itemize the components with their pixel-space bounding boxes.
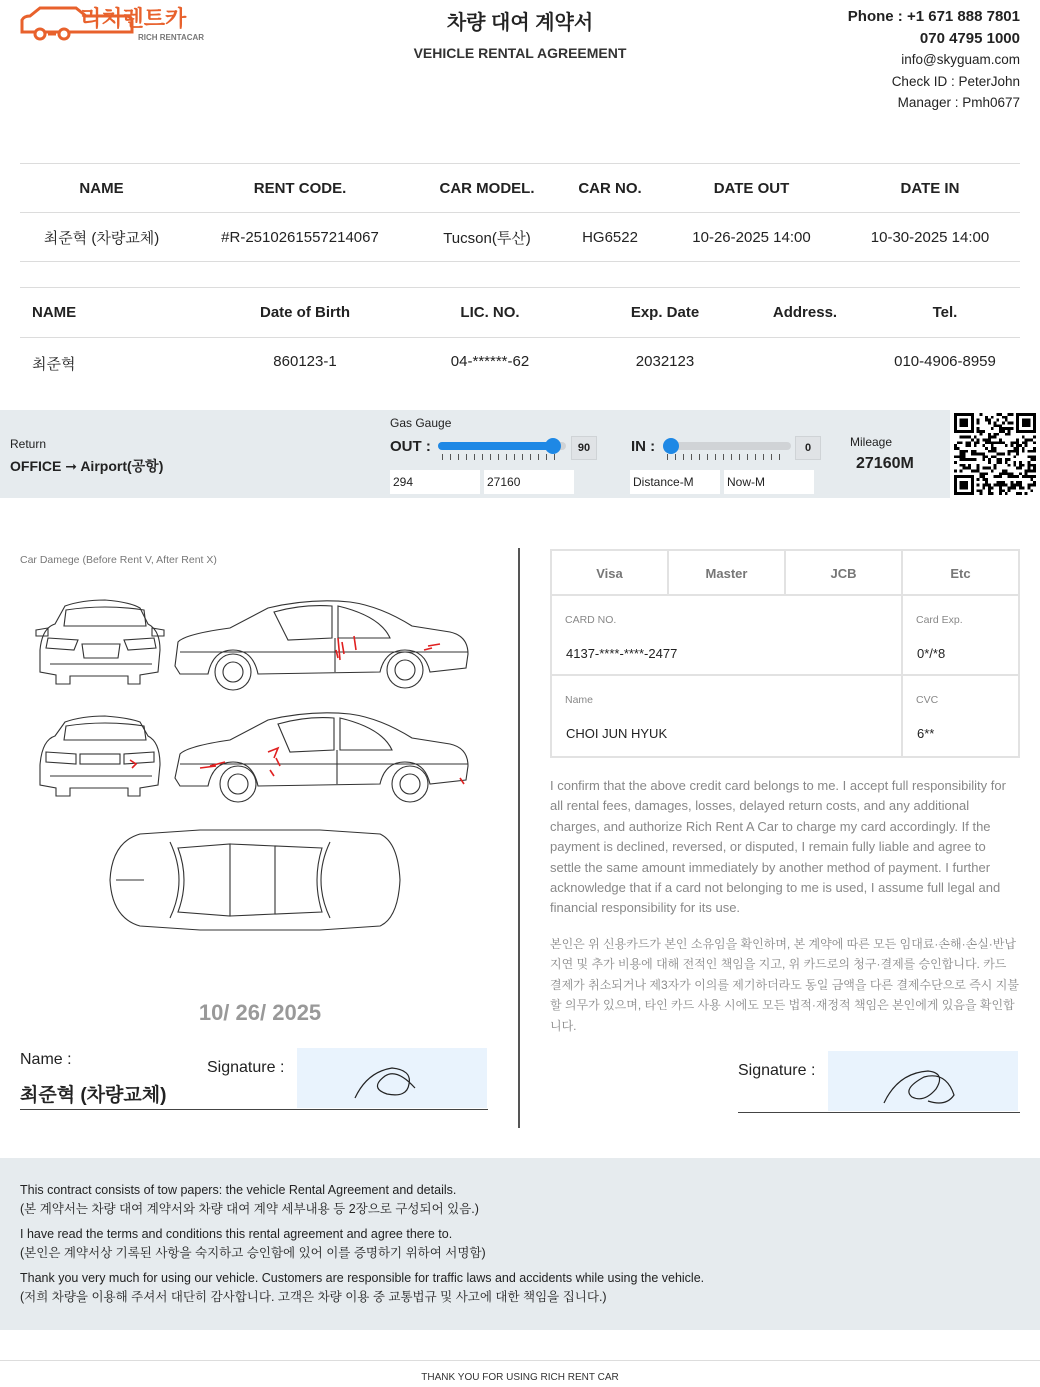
card-terms-en: I confirm that the above credit card belongs to me. I accept full responsibility for all rental fees, damages, losses, delayed return costs, and any additional charges, and authorize Rich Rent A Car to charge my card accordingly. If the payment is declined, reversed, or disputed, I remain fully liable and agree to settle the same amount immediately by another method of payment. I further acknowledge that if a card not belonging to me is used, I assume full legal and financial responsibility for its use. [550, 778, 1006, 916]
driver-name: 최준혁 [32, 356, 76, 373]
card-exp-label: Card Exp. [916, 614, 963, 626]
gas-gauge-label: Gas Gauge [390, 416, 452, 430]
rent-code: #R-2510261557214067 [221, 228, 379, 246]
damage-label: Car Damege (Before Rent V, After Rent X) [20, 554, 217, 566]
card-cvc-label: CVC [916, 694, 939, 706]
header-date-in: DATE IN [900, 179, 960, 197]
phone-primary: Phone : +1 671 888 7801 [847, 8, 1020, 25]
footer-text: THANK YOU FOR USING RICH RENT CAR [421, 1372, 619, 1383]
car-rear-view-icon [40, 716, 160, 796]
gas-out-slider[interactable] [438, 442, 566, 450]
contact-block [848, 6, 1020, 114]
gas-in-ticks [667, 454, 787, 460]
phone-secondary: 070 4795 1000 [919, 29, 1020, 47]
card-no-label: CARD NO. [565, 614, 617, 626]
renter-name: 최준혁 (차량교체) [43, 229, 160, 247]
date-in: 10-30-2025 14:00 [870, 228, 990, 246]
gas-out-label: OUT : [390, 438, 431, 455]
date-of-birth: 860123-1 [273, 353, 337, 370]
car-no: HG6522 [582, 228, 638, 246]
car-damage-diagram [20, 580, 500, 970]
signer-name: 최준혁 (차량교체) [20, 1085, 167, 1106]
gas-out-knob[interactable] [545, 438, 561, 454]
card-brand-etc[interactable]: Etc [950, 566, 971, 581]
card-number-row [552, 596, 1018, 676]
note-3-ko: (저희 차량을 이용해 주셔서 대단히 감사합니다. 고객은 차량 이용 중 교통법규 및 사고에 대한 책임을 집니다.) [20, 1290, 607, 1304]
card-terms-ko: 본인은 위 신용카드가 본인 소유임을 확인하며, 본 계약에 따른 모든 임대료·손해·손실·반납 지연 및 추가 비용에 대해 전적인 책임을 지고, 위 카드로의 청구·결제를 승인합니다. 카드 결제가 취소되거나 제3자가 이의를 제기하더라도 동일 금액을 다른 결제수단으로 즉시 지불할 의무가 있으며, 타인 카드 사용 시에도 모든 법적·재정적 책임은 본인에게 있음을 확인합니다. [550, 937, 1019, 1033]
in-now-field[interactable]: Now-M [724, 470, 814, 494]
mileage-value: 27160M [856, 455, 914, 472]
header-license-no: LIC. NO. [460, 304, 520, 321]
table-header-row [20, 163, 1020, 212]
note-1-ko: (본 계약서는 차량 대여 계약서와 차량 대여 계약 세부내용 등 2장으로 구성되어 있음.) [20, 1202, 479, 1216]
contract-date: 10/ 26/ 2025 [198, 1000, 322, 1025]
email: info@skyguam.com [901, 52, 1020, 67]
note-2: I have read the terms and conditions this rental agreement and agree there to. [20, 1227, 453, 1241]
note-3: Thank you very much for using our vehicle. Customers are responsible for traffic laws and accidents while using the vehicle. [20, 1271, 705, 1285]
license-no: 04-******-62 [450, 353, 530, 370]
header-exp-date: Exp. Date [630, 304, 700, 321]
card-name-value: CHOI JUN HYUK [566, 726, 668, 741]
exp-date: 2032123 [635, 353, 695, 370]
return-value: OFFICE ➞ Airport(공항) [10, 458, 164, 474]
card-brand-row [552, 551, 1018, 596]
header-rent-code: RENT CODE. [253, 179, 347, 197]
signature-drawing [297, 1048, 487, 1108]
qr-code-icon [950, 410, 1040, 498]
card-name-label: Name [565, 694, 594, 706]
gas-in-label: IN : [631, 438, 656, 455]
signature-label: Signature : [207, 1059, 285, 1076]
car-model: Tucson(투산) [443, 229, 531, 247]
contract-notes [0, 1158, 1040, 1330]
card-cvc-value: 6** [917, 726, 935, 741]
title-ko: 차량 대여 계약서 [446, 12, 594, 34]
header-name: NAME [79, 179, 124, 197]
card-brand-jcb[interactable]: JCB [786, 551, 903, 594]
title-en: VEHICLE RENTAL AGREEMENT [413, 45, 627, 61]
column-divider [518, 548, 520, 1128]
card-holder-row [552, 676, 1018, 756]
row-divider [20, 337, 1020, 338]
note-1: This contract consists of tow papers: the vehicle Rental Agreement and details. [20, 1183, 457, 1197]
brand-name-ko: 리치렌트카 [80, 7, 187, 32]
card-brand-master[interactable]: Master [669, 551, 786, 594]
mileage-label: Mileage [850, 435, 893, 449]
footer-divider [0, 1360, 1040, 1361]
brand-logo [18, 2, 218, 46]
header-car-no: CAR NO. [578, 179, 642, 197]
card-brand-visa[interactable]: Visa [552, 551, 669, 594]
header-dob: Date of Birth [260, 304, 350, 321]
signature-line [20, 1109, 488, 1110]
brand-name-en: RICH RENTACAR [138, 33, 205, 42]
signature-pad[interactable] [297, 1048, 487, 1108]
credit-card-table [550, 549, 1020, 758]
driver-table-grid [20, 287, 1020, 386]
gauge-strip [0, 410, 1040, 498]
card-signature-pad[interactable] [828, 1051, 1018, 1111]
car-logo-icon [18, 2, 218, 46]
card-signature-drawing [828, 1051, 1018, 1111]
out-now-field[interactable]: 27160 [484, 470, 574, 494]
card-no-value: 4137-****-****-2477 [566, 646, 678, 661]
manager: Manager : Pmh0677 [897, 95, 1020, 110]
header-date-out: DATE OUT [713, 179, 790, 197]
car-front-view-icon [36, 600, 164, 684]
rental-table [20, 163, 1020, 262]
table-row [20, 212, 1020, 262]
header-car-model: CAR MODEL. [439, 179, 535, 197]
tel: 010-4906-8959 [894, 353, 996, 370]
out-distance-field[interactable]: 294 [390, 470, 480, 494]
car-top-view-icon [110, 830, 400, 930]
car-side-view-icon [175, 601, 468, 690]
document-title [320, 6, 720, 61]
gas-out-value: 90 [571, 436, 597, 460]
note-2-ko: (본인은 계약서상 기록된 사항을 숙지하고 승인함에 있어 이를 증명하기 위하여 서명함) [20, 1246, 486, 1260]
in-distance-field[interactable]: Distance-M [630, 470, 720, 494]
gas-in-value: 0 [795, 436, 821, 460]
car-side-view-2-icon [175, 713, 468, 802]
header-address: Address. [772, 304, 838, 321]
gas-out-ticks [442, 454, 562, 460]
header-driver-name: NAME [32, 304, 77, 321]
card-signature-label: Signature : [738, 1062, 816, 1079]
name-label: Name : [20, 1051, 72, 1068]
date-out: 10-26-2025 14:00 [692, 228, 811, 246]
return-label: Return [10, 437, 47, 451]
header-tel: Tel. [932, 304, 958, 321]
damage-marks [130, 636, 464, 784]
gas-out-fill [438, 442, 553, 450]
card-exp-value: 0*/*8 [917, 646, 946, 661]
check-id: Check ID : PeterJohn [891, 73, 1020, 89]
card-signature-line [738, 1112, 1020, 1113]
gas-in-slider[interactable] [663, 442, 791, 450]
gas-in-knob[interactable] [663, 438, 679, 454]
